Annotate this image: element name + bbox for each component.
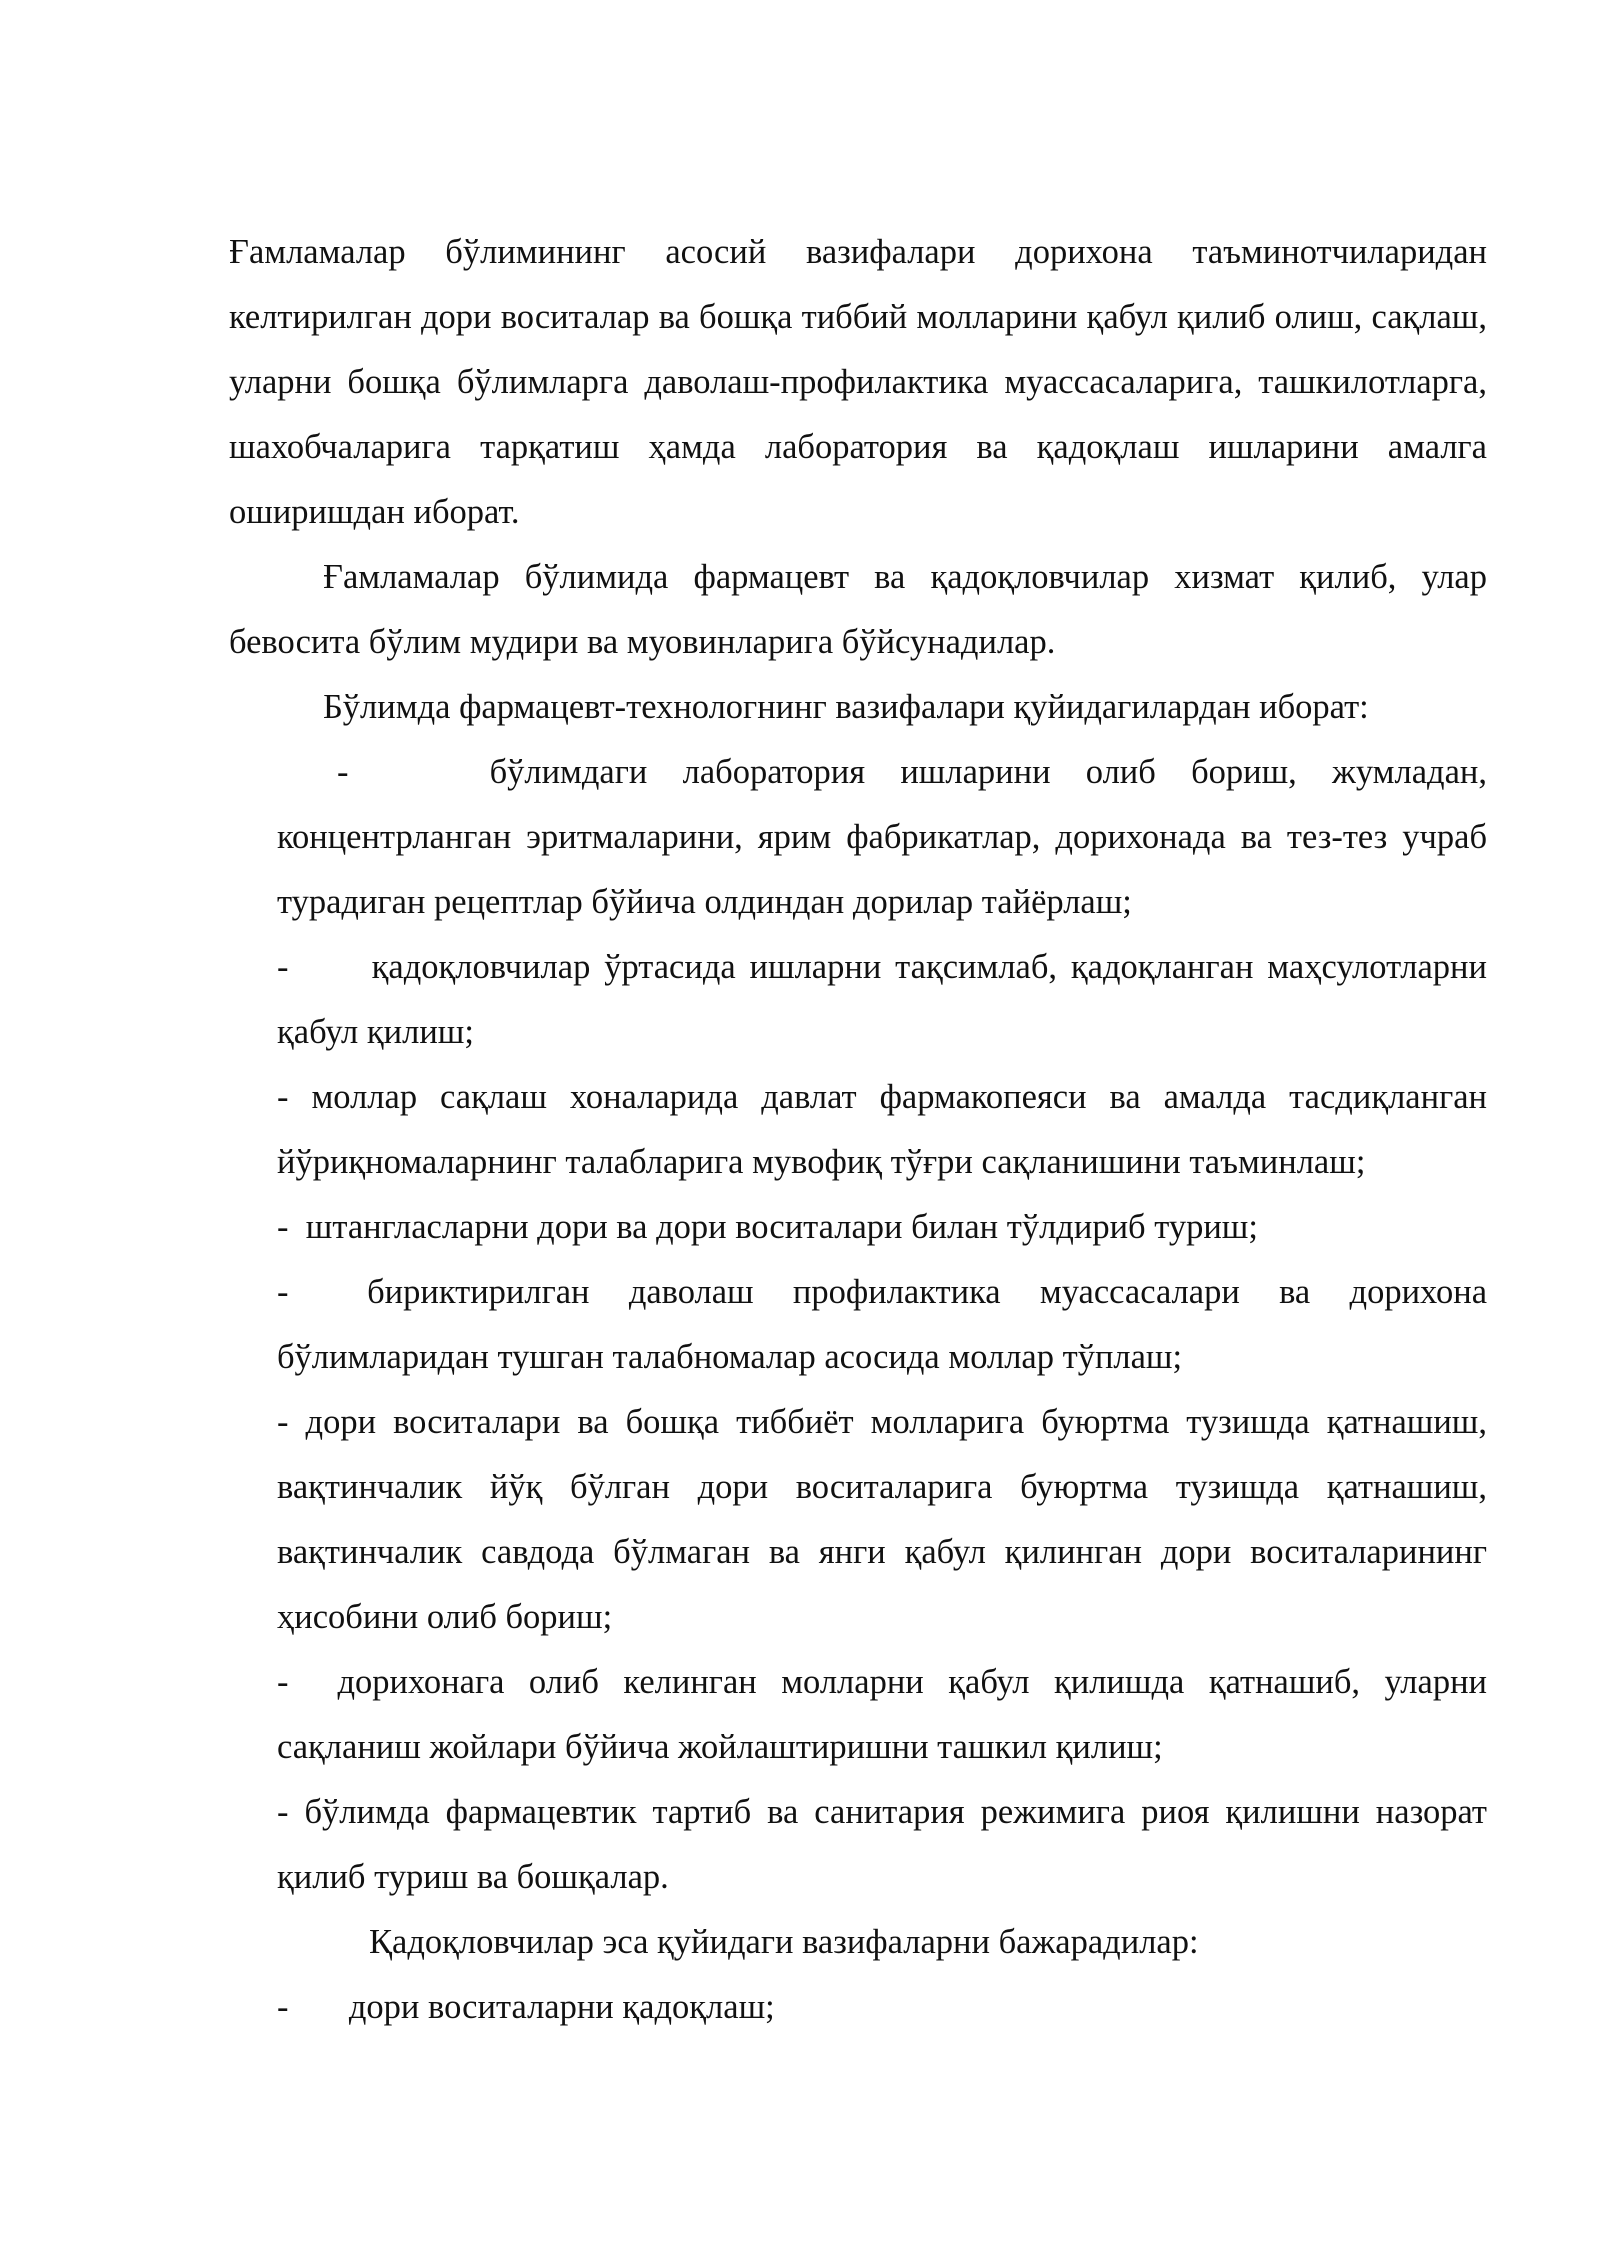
- document-page: [229, 220, 1487, 2040]
- list-item-text: - штангласларни дори ва дори воситалари билан тўлдириб туриш;: [277, 1208, 1258, 1246]
- list-item-text: - дори воситаларни қадоқлаш;: [277, 1988, 775, 2026]
- list-item: [229, 1975, 1487, 2040]
- list-item: [229, 740, 1487, 935]
- pharmacist-duties-list: [229, 740, 1487, 1910]
- list-item: [229, 1065, 1487, 1195]
- list-dash: -: [277, 1273, 289, 1311]
- list-dash: -: [277, 1403, 289, 1441]
- list-item-text: - дори воситалари ва бошқа тиббиёт молларига буюртма тузишда қатнашиш, вақтинчалик йўқ бўлган дори воситаларига буюртма тузишда қатнашиш, вақтинчалик савдода бўлмаган ва янги қабул қилинган дори воситаларининг ҳисобини олиб бориш;: [277, 1403, 1487, 1636]
- list-dash: -: [277, 1793, 289, 1831]
- paragraph-intro: Ғамламалар бўлимининг асосий вазифалари дорихона таъминотчиларидан келтирилган дори воситалар ва бошқа тиббий молларини қабул қилиб олиш, сақлаш, уларни бошқа бўлимларга даволаш-профилактика муассасаларига, ташкилотларга, шахобчаларига тарқатиш ҳамда лаборатория ва қадоқлаш ишларини амалга оширишдан иборат.: [229, 233, 1487, 531]
- list-item-text: - бириктирилган даволаш профилактика муассасалари ва дорихона бўлимларидан тушган талабномалар асосида моллар тўплаш;: [277, 1273, 1488, 1376]
- list-item: [229, 1650, 1487, 1780]
- list-item-text: - моллар сақлаш хоналарида давлат фармакопеяси ва амалда тасдиқланган йўриқномаларнинг талабларига мувофиқ тўғри сақланишини таъминлаш;: [277, 1078, 1487, 1181]
- list-item: [229, 1390, 1487, 1650]
- list-item: [229, 935, 1487, 1065]
- list-dash: -: [277, 1078, 289, 1116]
- list-item: [229, 1260, 1487, 1390]
- packer-duties-list: [229, 1975, 1487, 2040]
- list-item-text: - дорихонага олиб келинган молларни қабул қилишда қатнашиб, уларни сақланиш жойлари бўйича жойлаштиришни ташкил қилиш;: [277, 1663, 1487, 1766]
- list-dash: -: [277, 1208, 289, 1246]
- list-dash: -: [277, 948, 289, 986]
- list-dash: -: [277, 1663, 289, 1701]
- paragraph-duties-heading: Бўлимда фармацевт-технологнинг вазифалари қуйидагилардан иборат:: [323, 688, 1369, 726]
- list-dash: -: [337, 753, 349, 791]
- list-item-text: - қадоқловчилар ўртасида ишларни тақсимлаб, қадоқланган маҳсулотларни қабул қилиш;: [277, 948, 1487, 1051]
- list-item: [229, 1780, 1487, 1910]
- list-item: [229, 1195, 1487, 1260]
- list-dash: -: [277, 1988, 289, 2026]
- paragraph-staff: Ғамламалар бўлимида фармацевт ва қадоқловчилар хизмат қилиб, улар бевосита бўлим мудири ва муовинларига бўйсунадилар.: [229, 558, 1487, 661]
- paragraph-packers-heading: Қадоқловчилар эса қуйидаги вазифаларни бажарадилар:: [369, 1923, 1199, 1961]
- list-item-text: - бўлимда фармацевтик тартиб ва санитария режимига риоя қилишни назорат қилиб туриш ва бошқалар.: [277, 1793, 1488, 1896]
- list-item-text: - бўлимдаги лаборатория ишларини олиб бориш, жумладан, концентрланган эритмаларини, ярим фабрикатлар, дорихонада ва тез-тез учраб турадиган рецептлар бўйича олдиндан дорилар тайёрлаш;: [277, 753, 1488, 921]
